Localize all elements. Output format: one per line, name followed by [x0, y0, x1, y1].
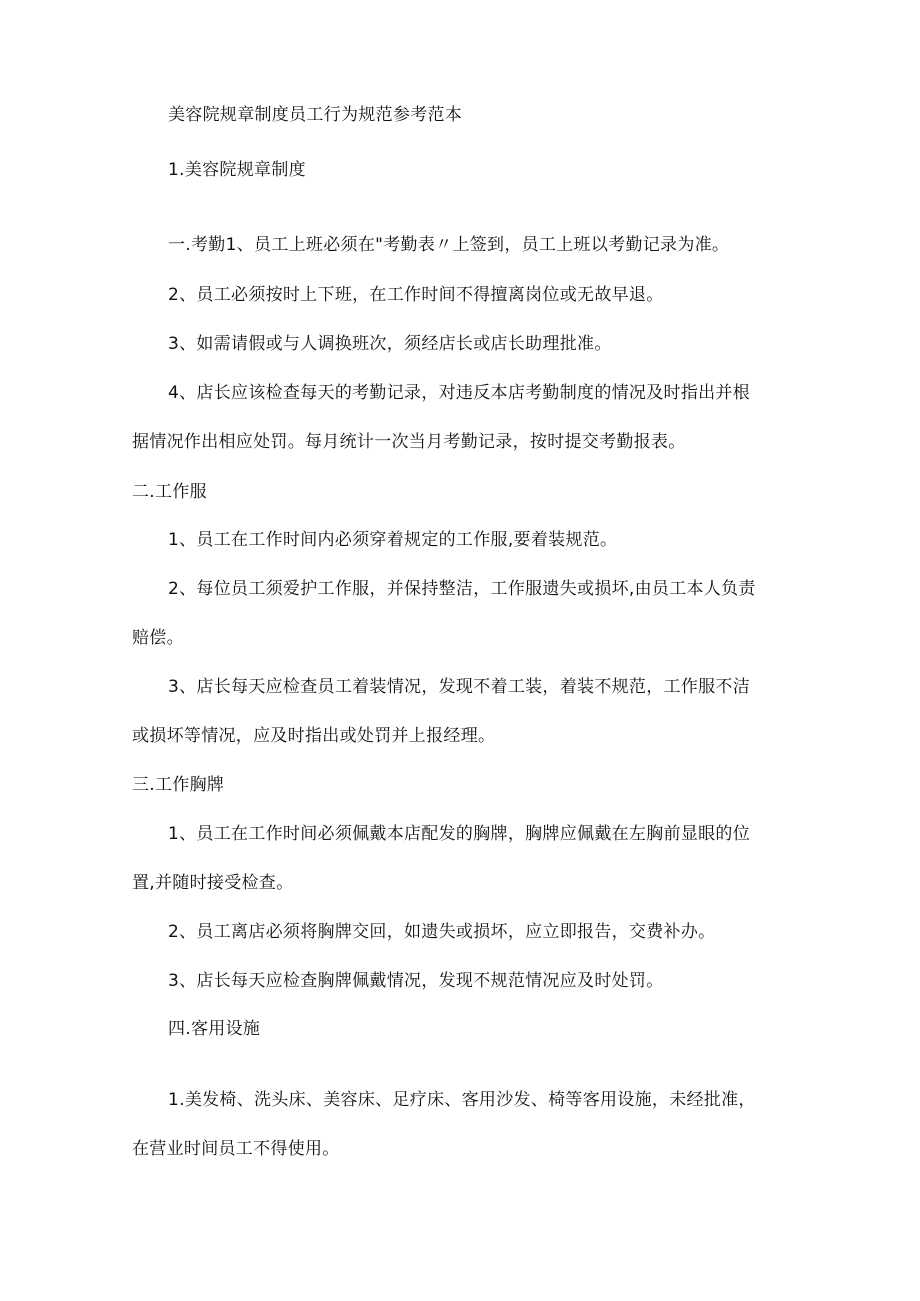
- paragraph-line: 或损坏等情况，应及时指出或处罚并上报经理。: [132, 726, 496, 746]
- document-title: 美容院规章制度员工行为规范参考范本: [168, 105, 463, 125]
- section-heading: 二.工作服: [132, 482, 207, 502]
- paragraph-line: 赔偿。: [132, 628, 184, 648]
- paragraph-line: 2、员工必须按时上下班，在工作时间不得擅离岗位或无故早退。: [168, 285, 664, 305]
- document-subtitle: 1.美容院规章制度: [168, 160, 306, 180]
- paragraph-line: 1、员工在工作时间必须佩戴本店配发的胸牌，胸牌应佩戴在左胸前显眼的位: [168, 824, 751, 844]
- paragraph-line: 2、每位员工须爱护工作服，并保持整洁，工作服遗失或损坏,由员工本人负责: [168, 579, 756, 599]
- paragraph-line: 置,并随时接受检查。: [132, 873, 294, 893]
- section-heading: 三.工作胸牌: [132, 775, 225, 795]
- section-heading: 四.客用设施: [168, 1019, 261, 1039]
- paragraph-line: 4、店长应该检查每天的考勤记录，对违反本店考勤制度的情况及时指出并根: [168, 383, 751, 403]
- paragraph-line: 1、员工在工作时间内必须穿着规定的工作服,要着装规范。: [168, 530, 618, 550]
- paragraph-line: 1.美发椅、洗头床、美容床、足疗床、客用沙发、椅等客用设施，未经批准，: [168, 1090, 756, 1110]
- paragraph-line: 2、员工离店必须将胸牌交回，如遗失或损坏，应立即报告，交费补办。: [168, 922, 716, 942]
- paragraph-line: 3、如需请假或与人调换班次，须经店长或店长助理批准。: [168, 334, 612, 354]
- paragraph-line: 在营业时间员工不得使用。: [132, 1139, 340, 1159]
- paragraph-line: 3、店长每天应检查胸牌佩戴情况，发现不规范情况应及时处罚。: [168, 971, 664, 991]
- paragraph-line: 3、店长每天应检查员工着装情况，发现不着工装，着装不规范，工作服不洁: [168, 677, 751, 697]
- paragraph-line: 一.考勤1、员工上班必须在"考勤表〃上签到，员工上班以考勤记录为准。: [168, 235, 730, 255]
- paragraph-line: 据情况作出相应处罚。每月统计一次当月考勤记录，按时提交考勤报表。: [132, 432, 686, 452]
